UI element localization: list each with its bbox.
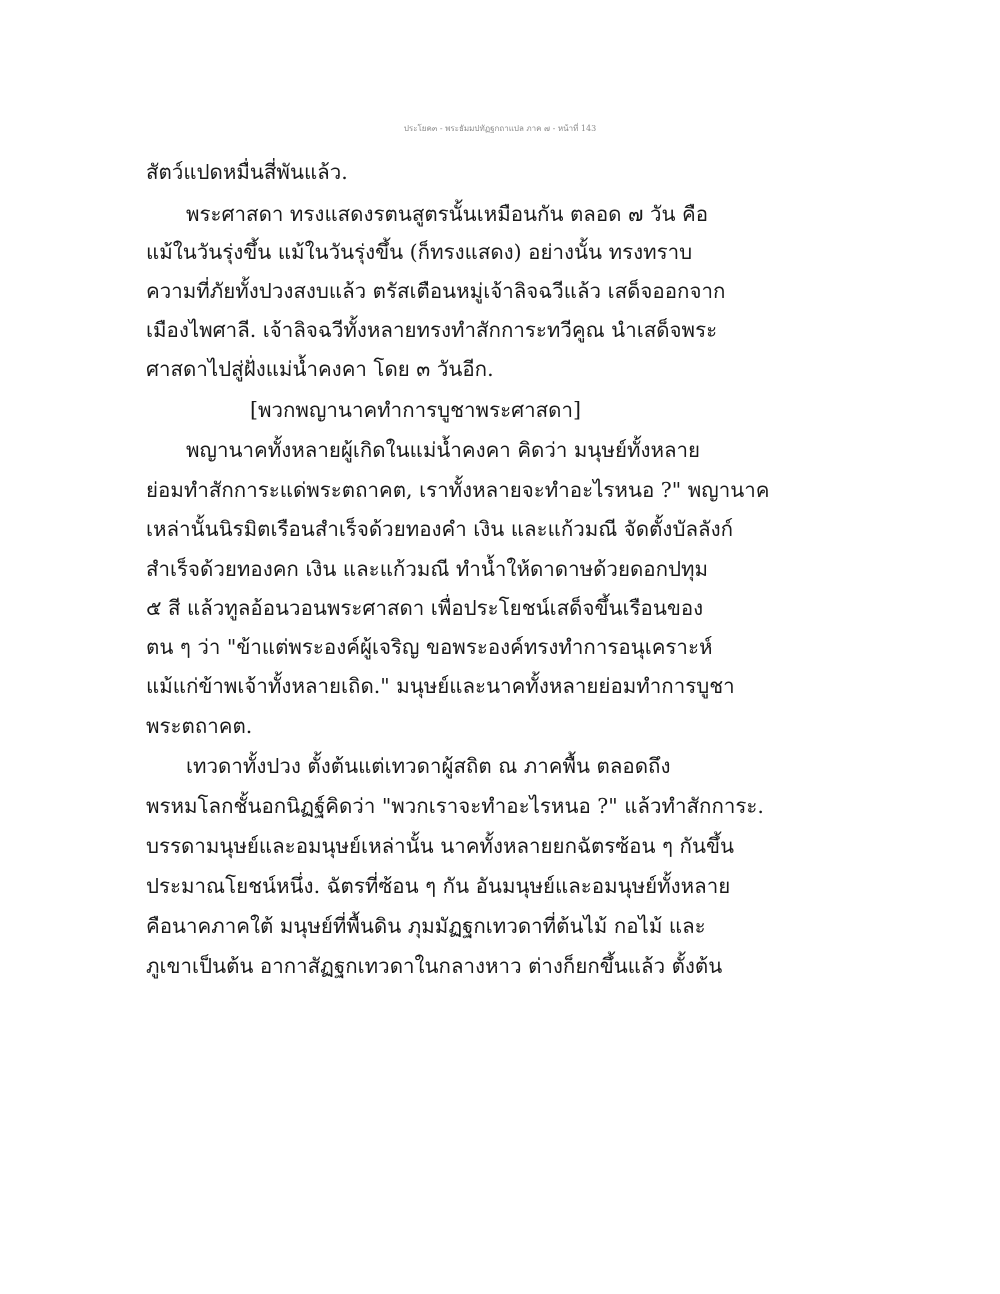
text-line: เมืองไพศาลี. เจ้าลิจฉวีทั้งหลายทรงทำสักการะทวีคูณ นำเสด็จพระ xyxy=(146,318,718,342)
text-line: พรหมโลกชั้นอกนิฏฐ์คิดว่า "พวกเราจะทำอะไรหนอ ?" แล้วทำสักการะ. xyxy=(146,794,764,818)
text-line: พญานาคทั้งหลายผู้เกิดในแม่น้ำคงคา คิดว่า มนุษย์ทั้งหลาย xyxy=(186,438,701,462)
text-line: ศาสดาไปสู่ฝั่งแม่น้ำคงคา โดย ๓ วันอีก. xyxy=(146,357,494,381)
text-line: ๕ สี แล้วทูลอ้อนวอนพระศาสดา เพื่อประโยชน์เสด็จขึ้นเรือนของ xyxy=(146,596,704,620)
page-header: ประโยค๓ - พระธัมมปทัฏฐกถาแปล ภาค ๗ - หน้าที่ 143 xyxy=(403,124,597,133)
text-line: เหล่านั้นนิรมิตเรือนสำเร็จด้วยทองคำ เงิน และแก้วมณี จัดตั้งบัลลังก์ xyxy=(146,517,734,541)
text-line: พระตถาคต. xyxy=(146,714,253,738)
text-line: แม้ในวันรุ่งขึ้น แม้ในวันรุ่งขึ้น (ก็ทรงแสดง) อย่างนั้น ทรงทราบ xyxy=(146,240,693,264)
text-line: ตน ๆ ว่า "ข้าแต่พระองค์ผู้เจริญ ขอพระองค์ทรงทำการอนุเคราะห์ xyxy=(146,635,713,659)
text-line: บรรดามนุษย์และอมนุษย์เหล่านั้น นาคทั้งหลายยกฉัตรซ้อน ๆ กันขึ้น xyxy=(146,834,735,858)
text-line: ความที่ภัยทั้งปวงสงบแล้ว ตรัสเตือนหมู่เจ้าลิจฉวีแล้ว เสด็จออกจาก xyxy=(146,279,726,303)
text-line: สัตว์แปดหมื่นสี่พันแล้ว. xyxy=(146,160,348,184)
text-line: เทวดาทั้งปวง ตั้งต้นแต่เทวดาผู้สถิต ณ ภาคพื้น ตลอดถึง xyxy=(186,754,671,778)
text-line: แม้แก่ข้าพเจ้าทั้งหลายเถิด." มนุษย์และนาคทั้งหลายย่อมทำการบูชา xyxy=(146,674,735,698)
text-line: คือนาคภาคใต้ มนุษย์ที่พื้นดิน ภุมมัฏฐกเทวดาที่ต้นไม้ กอไม้ และ xyxy=(146,914,706,938)
section-heading: [พวกพญานาคทำการบูชาพระศาสดา] xyxy=(250,398,581,422)
text-line: ย่อมทำสักการะแด่พระตถาคต, เราทั้งหลายจะทำอะไรหนอ ?" พญานาค xyxy=(146,478,770,502)
text-line: สำเร็จด้วยทองคก เงิน และแก้วมณี ทำน้ำให้ดาดาษด้วยดอกปทุม xyxy=(146,557,709,581)
text-line: ประมาณโยชน์หนึ่ง. ฉัตรที่ซ้อน ๆ กัน อันมนุษย์และอมนุษย์ทั้งหลาย xyxy=(146,874,731,898)
text-line: พระศาสดา ทรงแสดงรตนสูตรนั้นเหมือนกัน ตลอด ๗ วัน คือ xyxy=(186,202,709,226)
text-line: ภูเขาเป็นต้น อากาสัฏฐกเทวดาในกลางหาว ต่างก็ยกขึ้นแล้ว ตั้งต้น xyxy=(146,954,723,978)
